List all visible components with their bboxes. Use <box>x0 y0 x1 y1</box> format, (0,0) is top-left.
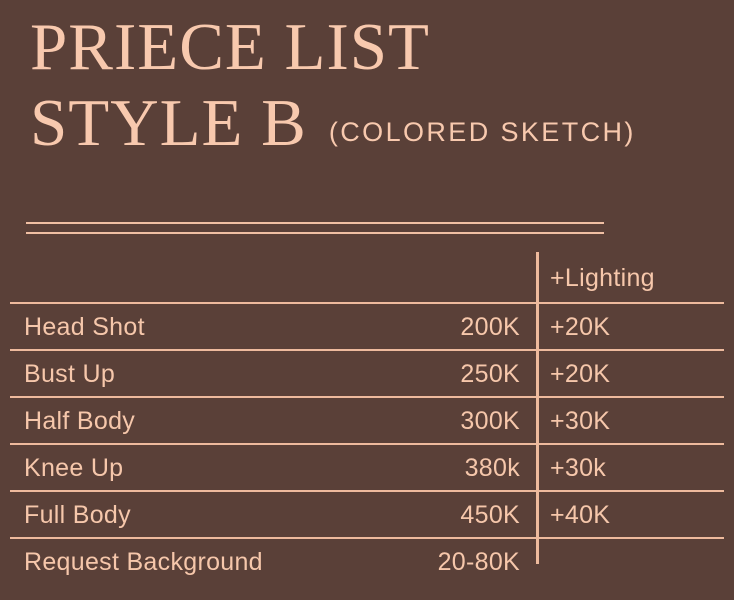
row-price-value: 300K <box>460 407 520 435</box>
table-row <box>0 539 734 586</box>
row-price-value: 450K <box>460 501 520 529</box>
table-row <box>0 398 734 445</box>
row-item-label: Request Background <box>24 548 263 576</box>
table-header-row <box>0 252 734 304</box>
row-extra-value: +20K <box>550 313 611 341</box>
title-block <box>30 8 710 160</box>
page-title-line-1: PRIECE LIST <box>30 10 430 84</box>
row-item-label: Bust Up <box>24 360 116 388</box>
row-extra-value: +30K <box>550 407 611 435</box>
row-price-value: 380k <box>464 454 520 482</box>
table-row <box>0 351 734 398</box>
row-price-value: 20-80K <box>437 548 520 576</box>
row-item-label: Head Shot <box>24 313 145 341</box>
row-item-label: Half Body <box>24 407 136 435</box>
table-row <box>0 304 734 351</box>
price-table <box>0 252 734 586</box>
row-price-value: 200K <box>460 313 520 341</box>
row-extra-value: +30k <box>550 454 607 482</box>
title-divider <box>26 222 604 234</box>
table-row <box>0 492 734 539</box>
row-extra-value: +20K <box>550 360 611 388</box>
title-line-2-row <box>30 86 710 160</box>
table-row <box>0 445 734 492</box>
page-title-line-2: STYLE B <box>30 86 307 160</box>
page-subtitle: (COLORED SKETCH) <box>328 117 636 147</box>
divider-rule-bottom <box>26 232 604 234</box>
row-item-label: Full Body <box>24 501 131 529</box>
row-price-value: 250K <box>460 360 520 388</box>
divider-rule-top <box>26 222 604 224</box>
row-item-label: Knee Up <box>24 454 124 482</box>
row-extra-value: +40K <box>550 501 611 529</box>
header-extra-label: +Lighting <box>550 263 655 292</box>
